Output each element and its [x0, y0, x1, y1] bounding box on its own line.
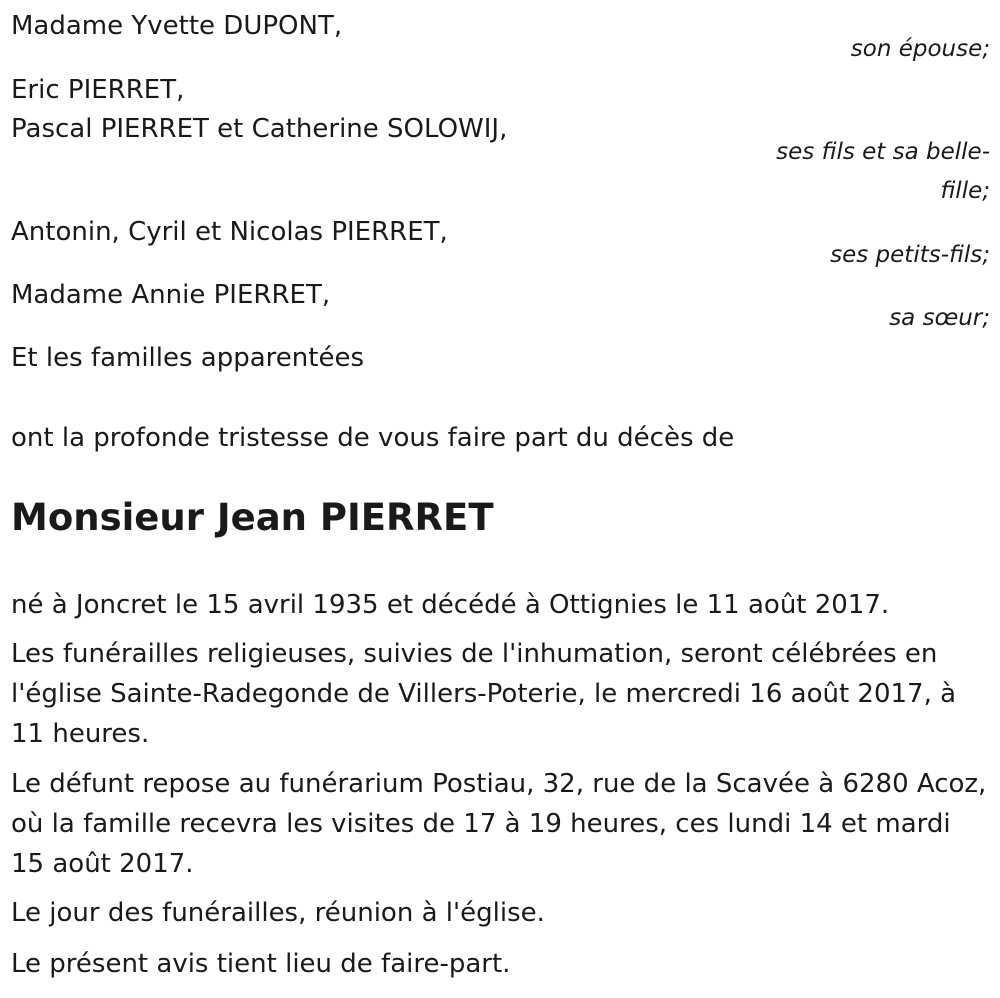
- family-member-spouse: Madame Yvette DUPONT,: [11, 11, 343, 41]
- relation-grandsons: ses petits-fils;: [830, 242, 990, 268]
- family-member-son-1: Eric PIERRET,: [11, 75, 185, 105]
- meeting-info: Le jour des funérailles, réunion à l'église.: [11, 898, 545, 928]
- relation-sons-line-2: fille;: [940, 178, 990, 204]
- family-member-grandsons: Antonin, Cyril et Nicolas PIERRET,: [11, 217, 448, 247]
- notice-info: Le présent avis tient lieu de faire-part.: [11, 949, 511, 979]
- relation-sons-line-1: ses fils et sa belle-: [776, 139, 990, 165]
- funerarium-info: Le défunt repose au funérarium Postiau, 32, rue de la Scavée à 6280 Acoz, où la famille recevra les visites de 17 à 19 heures, ces lundi 14 et mardi 15 août 2017.: [11, 769, 987, 879]
- relation-spouse: son épouse;: [850, 36, 990, 62]
- announcement-text: ont la profonde tristesse de vous faire part du décès de: [11, 423, 735, 453]
- relation-sister: sa sœur;: [889, 305, 990, 331]
- family-member-son-2: Pascal PIERRET et Catherine SOLOWIJ,: [11, 114, 508, 144]
- family-member-sister: Madame Annie PIERRET,: [11, 280, 331, 310]
- deceased-name: Monsieur Jean PIERRET: [11, 496, 494, 539]
- funeral-info: Les funérailles religieuses, suivies de l'inhumation, seront célébrées en l'église Sainte-Radegonde de Villers-Poterie, le mercredi 16 août 2017, à 11 heures.: [11, 639, 957, 749]
- birth-death-info: né à Joncret le 15 avril 1935 et décédé à Ottignies le 11 août 2017.: [11, 590, 890, 620]
- family-related: Et les familles apparentées: [11, 343, 365, 373]
